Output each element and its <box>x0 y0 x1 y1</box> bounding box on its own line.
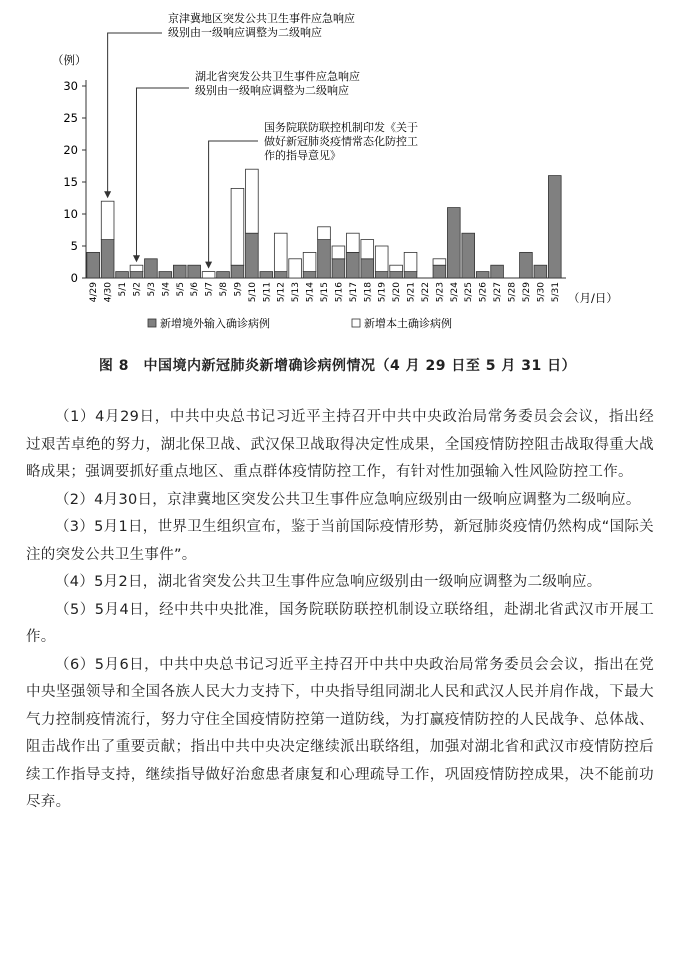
x-tick-label: 5/4 <box>161 282 172 297</box>
bar-imported-5/11 <box>260 272 273 278</box>
annotation-text: 作的指导意见》 <box>264 149 341 162</box>
x-tick-label: 4/30 <box>103 282 114 303</box>
bar-imported-5/8 <box>217 272 230 278</box>
annotation-text: 级别由一级响应调整为二级响应 <box>195 84 349 97</box>
bar-imported-5/2 <box>130 272 143 278</box>
x-tick-label: 5/29 <box>521 282 532 303</box>
x-tick-label: 5/25 <box>464 282 475 303</box>
bar-local-5/19 <box>375 246 388 272</box>
bar-local-5/14 <box>303 252 316 271</box>
paragraph-6: （6）5月6日，中共中央总书记习近平主持召开中共中央政治局常务委员会会议，指出在党中央坚强领导和全国各族人民大力支持下，中央指导组同湖北人民和武汉人民并肩作战，下最大气力控制疫情流行，努力守住全国疫情防控第一道防线，为打赢疫情防控的人民战争、总体战、阻击战作出了重要贡献；指出中共中央决定继续派出联络组，加强对湖北省和武汉市疫情防控后续工作指导支持，继续指导做好治愈患者康复和心理疏导工作，巩固疫情防控成果，决不能前功尽弃。 <box>26 656 654 810</box>
bar-imported-5/19 <box>375 272 388 278</box>
paragraph-3: （3）5月1日，世界卫生组织宣布，鉴于当前国际疫情形势，新冠肺炎疫情仍然构成“国际关注的突发公共卫生事件”。 <box>26 519 654 563</box>
bar-imported-4/30 <box>101 240 114 278</box>
bar-local-5/18 <box>361 240 374 259</box>
x-tick-label: 5/7 <box>204 282 215 297</box>
y-tick-label: 10 <box>63 207 78 221</box>
annotation-arrowhead <box>104 191 111 198</box>
bar-imported-5/6 <box>188 265 201 278</box>
figure-caption: 图 8 中国境内新冠肺炎新增确诊病例情况（4 月 29 日至 5 月 31 日） <box>98 358 577 374</box>
x-tick-label: 5/17 <box>348 282 359 303</box>
x-axis-unit: （月/日） <box>568 291 618 305</box>
x-tick-label: 5/3 <box>146 282 157 297</box>
bar-local-5/13 <box>289 259 302 278</box>
bar-imported-5/15 <box>318 240 331 278</box>
x-tick-label: 5/31 <box>550 282 561 303</box>
annotation-leader <box>136 88 189 258</box>
paragraph-1: （1）4月29日，中共中央总书记习近平主持召开中共中央政治局常务委员会会议，指出经过艰苦卓绝的努力，湖北保卫战、武汉保卫战取得决定性成果，全国疫情防控阻击战取得重大战略成果；强调要抓好重点地区、重点群体疫情防控工作，有针对性加强输入性风险防控工作。 <box>26 409 654 480</box>
legend-label-local: 新增本土确诊病例 <box>364 317 452 330</box>
x-tick-label: 5/2 <box>132 282 143 297</box>
bar-imported-5/16 <box>332 259 345 278</box>
x-tick-label: 5/24 <box>449 282 460 303</box>
bar-local-5/20 <box>390 265 403 271</box>
x-tick-label: 5/18 <box>363 282 374 303</box>
x-tick-label: 5/10 <box>247 282 258 303</box>
x-tick-label: 5/20 <box>392 282 403 303</box>
bar-local-5/21 <box>404 252 417 271</box>
x-tick-label: 5/27 <box>493 282 504 303</box>
bar-local-5/9 <box>231 188 244 265</box>
bar-imported-5/30 <box>534 265 547 278</box>
y-axis-label: （例） <box>52 53 87 67</box>
x-tick-label: 5/8 <box>219 282 230 297</box>
bar-local-5/17 <box>347 233 360 252</box>
x-tick-label: 5/15 <box>320 282 330 303</box>
bar-imported-5/27 <box>491 265 504 278</box>
legend-swatch-imported <box>148 319 156 327</box>
y-tick-label: 5 <box>70 239 78 253</box>
bar-imported-5/29 <box>520 252 533 278</box>
x-tick-label: 5/26 <box>478 282 489 303</box>
bar-imported-5/10 <box>246 233 259 278</box>
bar-imported-5/4 <box>159 272 172 278</box>
annotation-text: 湖北省突发公共卫生事件应急响应 <box>195 70 360 83</box>
x-tick-label: 5/14 <box>305 282 316 303</box>
y-tick-label: 15 <box>63 175 78 189</box>
annotation-leader <box>108 33 162 194</box>
bar-imported-5/17 <box>347 252 360 278</box>
x-tick-label: 5/21 <box>406 282 417 303</box>
x-tick-label: 5/28 <box>507 282 518 303</box>
bar-imported-5/25 <box>462 233 475 278</box>
annotation-text: 京津冀地区突发公共卫生事件应急响应 <box>168 12 355 25</box>
x-tick-label: 5/6 <box>190 282 201 297</box>
annotation-arrowhead <box>133 255 140 262</box>
bar-imported-5/23 <box>433 265 446 278</box>
x-tick-label: 5/23 <box>435 282 446 303</box>
bar-imported-4/29 <box>87 252 100 278</box>
annotation-text: 国务院联防联控机制印发《关于 <box>264 121 418 134</box>
y-tick-label: 20 <box>63 143 78 157</box>
paragraph-4: （4）5月2日，湖北省突发公共卫生事件应急响应级别由一级响应调整为二级响应。 <box>55 574 602 590</box>
bar-imported-5/24 <box>447 208 460 278</box>
bar-imported-5/26 <box>476 272 489 278</box>
annotation-arrowhead <box>205 262 212 269</box>
bar-local-5/2 <box>130 265 143 271</box>
x-tick-label: 5/16 <box>334 282 345 303</box>
bar-imported-5/14 <box>303 272 316 278</box>
x-tick-label: 5/9 <box>233 282 244 297</box>
paragraph-5: （5）5月4日，经中共中央批准，国务院联防联控机制设立联络组，赴湖北省武汉市开展工作。 <box>26 601 654 645</box>
x-tick-label: 5/13 <box>291 282 302 303</box>
bar-imported-5/31 <box>548 176 561 278</box>
x-tick-label: 5/1 <box>118 282 129 297</box>
y-tick-label: 25 <box>63 111 78 125</box>
bar-local-5/16 <box>332 246 345 259</box>
x-tick-label: 5/22 <box>420 282 431 303</box>
x-tick-label: 4/29 <box>89 282 100 303</box>
bar-imported-5/3 <box>145 259 158 278</box>
x-tick-label: 5/11 <box>262 282 273 303</box>
x-tick-label: 5/12 <box>276 282 287 303</box>
bar-local-4/30 <box>101 201 114 239</box>
bar-imported-5/18 <box>361 259 374 278</box>
x-tick-label: 5/5 <box>175 282 186 297</box>
bar-local-5/23 <box>433 259 446 265</box>
bar-local-5/12 <box>274 233 287 271</box>
chart <box>0 0 675 350</box>
bar-imported-5/5 <box>173 265 186 278</box>
bar-local-5/15 <box>318 227 331 240</box>
annotation-text: 做好新冠肺炎疫情常态化防控工 <box>264 135 418 148</box>
annotation-text: 级别由一级响应调整为二级响应 <box>168 26 322 39</box>
bar-local-5/7 <box>202 272 215 278</box>
bar-imported-5/9 <box>231 265 244 278</box>
bar-imported-5/21 <box>404 272 417 278</box>
bar-imported-5/1 <box>116 272 129 278</box>
body-text <box>26 404 654 817</box>
x-tick-label: 5/30 <box>536 282 547 303</box>
bar-local-5/10 <box>246 169 259 233</box>
legend-swatch-local <box>352 319 360 327</box>
paragraph-2: （2）4月30日，京津冀地区突发公共卫生事件应急响应级别由一级响应调整为二级响应。 <box>55 491 641 508</box>
bar-imported-5/20 <box>390 272 403 278</box>
y-tick-label: 30 <box>63 79 78 93</box>
bar-imported-5/12 <box>274 272 287 278</box>
x-tick-label: 5/19 <box>377 282 388 303</box>
y-tick-label: 0 <box>70 271 78 285</box>
legend-label-imported: 新增境外输入确诊病例 <box>160 317 270 330</box>
